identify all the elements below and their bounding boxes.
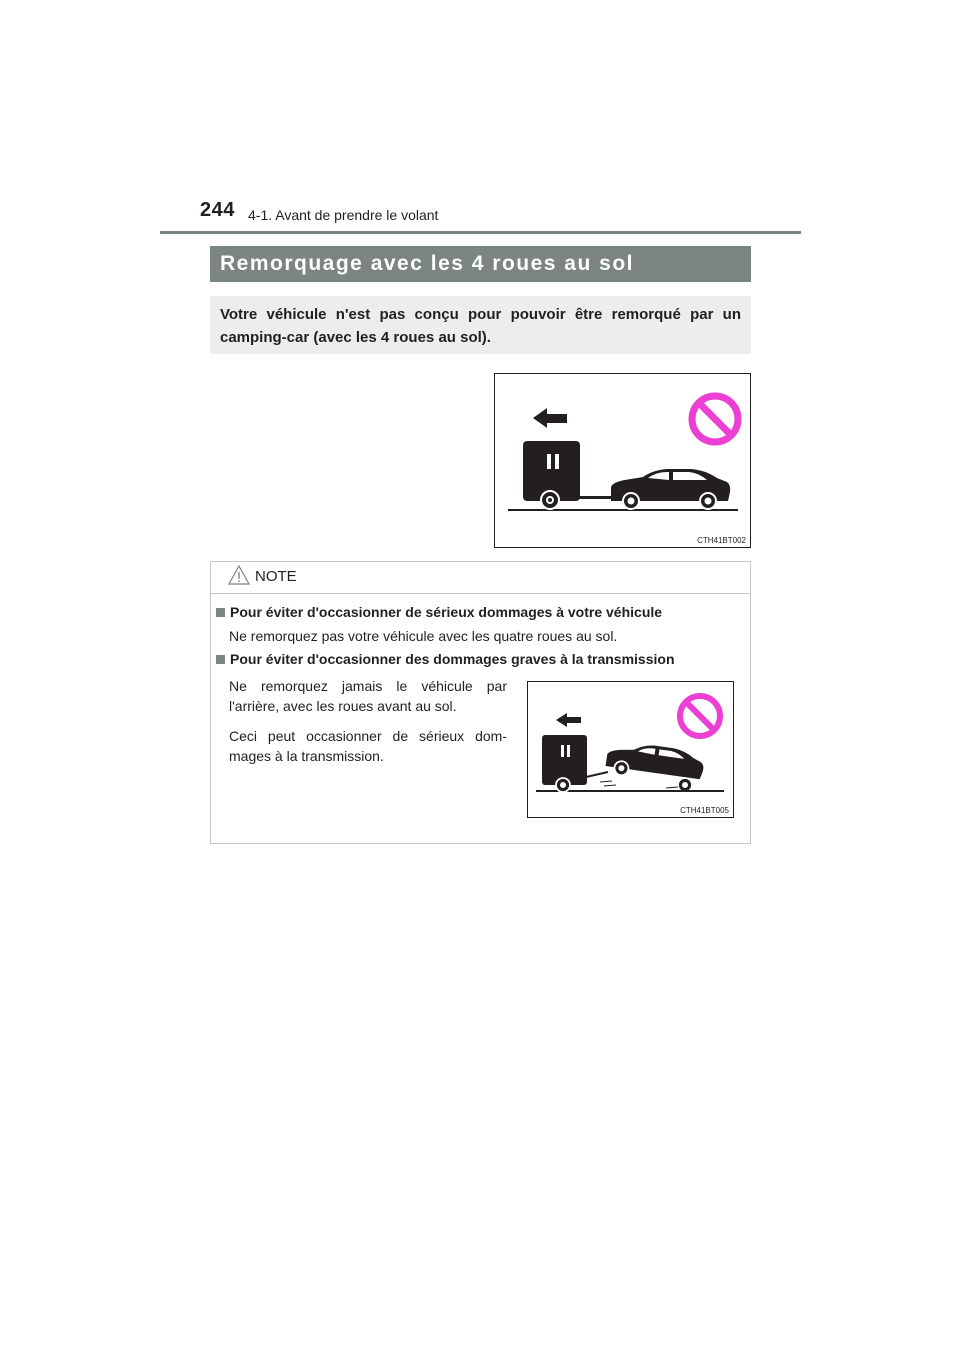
prohibition-icon — [692, 396, 738, 442]
section-title-text: Remorquage avec les 4 roues au sol — [220, 252, 634, 275]
figure-towing-rear-lifted — [527, 681, 734, 818]
note-text-1: Ne remorquez pas votre véhicule avec les quatre roues au sol. — [229, 628, 618, 644]
direction-arrow-icon — [533, 408, 567, 428]
header-rule — [160, 231, 801, 234]
towing-illustration — [495, 374, 752, 549]
figure-towing-four-wheels — [494, 373, 751, 548]
towing-illustration-2 — [528, 682, 735, 819]
note-heading-2-text: Pour éviter d'occasionner des dommages graves à la transmission — [230, 651, 675, 667]
intro-box — [210, 296, 751, 354]
figure-code: CTH41BT005 — [680, 806, 729, 815]
intro-text: Votre véhicule n'est pas conçu pour pouvoir être remorqué par un camping-car (avec les 4 roues au sol). — [220, 306, 741, 346]
bullet-square-icon — [216, 608, 225, 617]
warning-triangle-icon — [227, 564, 251, 586]
note-text-2a: Ne remorquez jamais le véhicule par l'arrière, avec les roues avant au sol. — [229, 678, 507, 714]
page-number: 244 — [200, 199, 235, 221]
note-title-bar — [211, 562, 750, 594]
note-heading-1-text: Pour éviter d'occasionner de sérieux dommages à votre véhicule — [230, 604, 663, 620]
figure-code: CTH41BT002 — [697, 536, 746, 545]
direction-arrow-icon — [556, 713, 581, 727]
note-heading-2 — [216, 651, 675, 667]
prohibition-icon — [680, 696, 720, 736]
note-title: NOTE — [255, 568, 297, 585]
note-text-2b: Ceci peut occasionner de sérieux dom-mages à la transmission. — [229, 728, 507, 764]
note-heading-1 — [216, 604, 662, 620]
section-title — [210, 246, 751, 282]
running-head: 4-1. Avant de prendre le volant — [248, 207, 439, 223]
bullet-square-icon — [216, 655, 225, 664]
